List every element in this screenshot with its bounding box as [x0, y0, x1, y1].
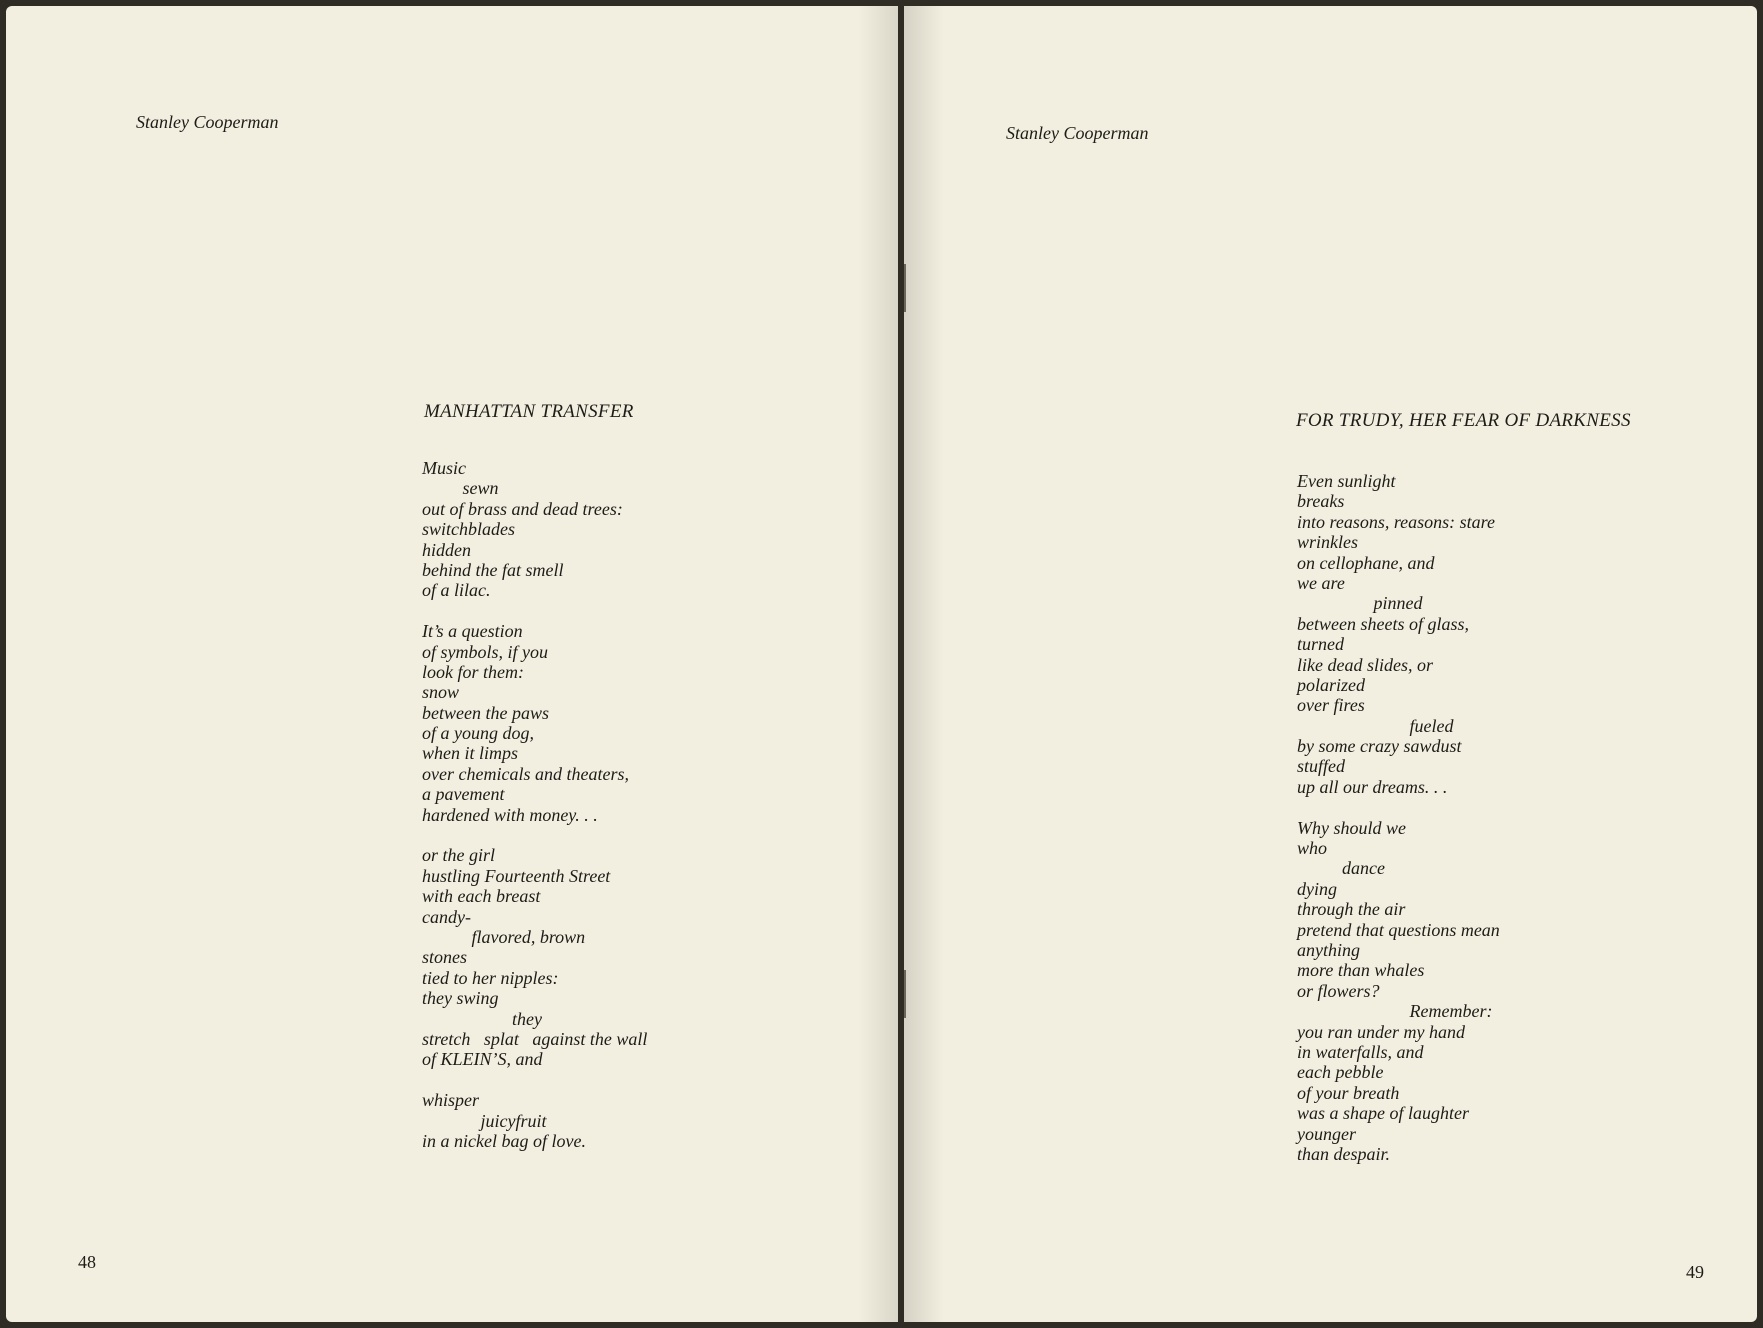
poem-line	[1297, 797, 1500, 817]
poem-line: each pebble	[1297, 1062, 1384, 1083]
poem-line: fueled	[1297, 715, 1454, 736]
poem-line: flavored, brown	[422, 926, 586, 947]
poem-line: It’s a question	[422, 621, 523, 642]
poem-line: younger	[1297, 1123, 1356, 1144]
poem-line: stones	[422, 947, 467, 968]
poem-line: pretend that questions mean	[1297, 919, 1500, 940]
gutter-mark	[904, 970, 916, 1018]
gutter-shadow	[858, 6, 898, 1322]
poem-line: of symbols, if you	[422, 641, 548, 662]
poem-line: when it limps	[422, 743, 519, 764]
poem-line: behind the fat smell	[422, 559, 564, 580]
poem-line: like dead slides, or	[1297, 654, 1433, 675]
poem-line: you ran under my hand	[1297, 1021, 1465, 1042]
poem-line: through the air	[1297, 899, 1406, 920]
poem-line: dying	[1297, 878, 1337, 899]
poem-line: sewn	[422, 478, 499, 499]
right-page	[904, 6, 1757, 1322]
poem-line: Even sunlight	[1297, 471, 1396, 491]
poem-line: wrinkles	[1297, 532, 1358, 553]
poem-line: than despair.	[1297, 1143, 1391, 1164]
poem-line: of your breath	[1297, 1082, 1400, 1103]
poem-line: polarized	[1297, 674, 1366, 695]
left-running-head: Stanley Cooperman	[136, 112, 279, 132]
left-page	[6, 6, 898, 1322]
left-poem-title: MANHATTAN TRANSFER	[424, 401, 634, 422]
poem-line: dance	[1297, 858, 1385, 879]
poem-line: of a lilac.	[422, 580, 491, 601]
poem-line: Why should we	[1297, 817, 1406, 838]
right-poem-title: FOR TRUDY, HER FEAR OF DARKNESS	[1296, 410, 1631, 431]
poem-line: into reasons, reasons: stare	[1297, 511, 1495, 532]
gutter-shadow	[904, 6, 944, 1322]
poem-line: over fires	[1297, 695, 1365, 716]
poem-line: look for them:	[422, 661, 524, 682]
poem-line: they swing	[422, 988, 499, 1009]
poem-line: hidden	[422, 539, 471, 560]
left-page-number: 48	[78, 1252, 96, 1272]
poem-line: they	[422, 1008, 542, 1029]
poem-line	[422, 825, 647, 845]
poem-line: a pavement	[422, 784, 505, 805]
right-poem-lines	[1297, 471, 1500, 1164]
poem-line: stretch splat against the wall	[422, 1028, 648, 1049]
poem-line: with each breast	[422, 886, 541, 907]
poem-line: turned	[1297, 634, 1344, 655]
poem-line: tied to her nipples:	[422, 967, 559, 988]
poem-line: hardened with money. . .	[422, 804, 598, 825]
poem-line: we are	[1297, 572, 1345, 593]
left-poem-lines	[422, 458, 647, 1151]
poem-line: between the paws	[422, 702, 549, 723]
poem-line: over chemicals and theaters,	[422, 763, 629, 784]
poem-line: more than whales	[1297, 960, 1425, 981]
poem-line: snow	[422, 682, 460, 703]
poem-line: up all our dreams. . .	[1297, 776, 1448, 797]
poem-line: Remember:	[1297, 1001, 1493, 1022]
poem-line: stuffed	[1297, 756, 1345, 777]
poem-line: hustling Fourteenth Street	[422, 865, 611, 886]
poem-line: whisper	[422, 1090, 480, 1111]
poem-line: or the girl	[422, 845, 496, 866]
poem-line: by some crazy sawdust	[1297, 736, 1462, 757]
poem-line: of KLEIN’S, and	[422, 1049, 543, 1070]
poem-line: anything	[1297, 939, 1360, 960]
poem-line: in waterfalls, and	[1297, 1041, 1424, 1062]
poem-line: or flowers?	[1297, 980, 1380, 1001]
poem-line: was a shape of laughter	[1297, 1103, 1470, 1124]
poem-line: out of brass and dead trees:	[422, 498, 623, 519]
poem-line: who	[1297, 838, 1328, 859]
poem-line: pinned	[1297, 593, 1423, 614]
poem-line: breaks	[1297, 491, 1345, 512]
poem-line: juicyfruit	[422, 1110, 547, 1131]
poem-line: between sheets of glass,	[1297, 613, 1469, 634]
poem-line: Music	[422, 458, 466, 478]
poem-line	[422, 601, 647, 621]
poem-line	[422, 1070, 647, 1090]
poem-line: candy-	[422, 906, 471, 927]
poem-line: in a nickel bag of love.	[422, 1130, 586, 1151]
gutter-mark	[904, 264, 916, 312]
poem-line: switchblades	[422, 519, 515, 540]
poem-line: of a young dog,	[422, 723, 534, 744]
poem-line: on cellophane, and	[1297, 552, 1435, 573]
right-page-number: 49	[1686, 1262, 1704, 1282]
right-running-head: Stanley Cooperman	[1006, 123, 1149, 143]
